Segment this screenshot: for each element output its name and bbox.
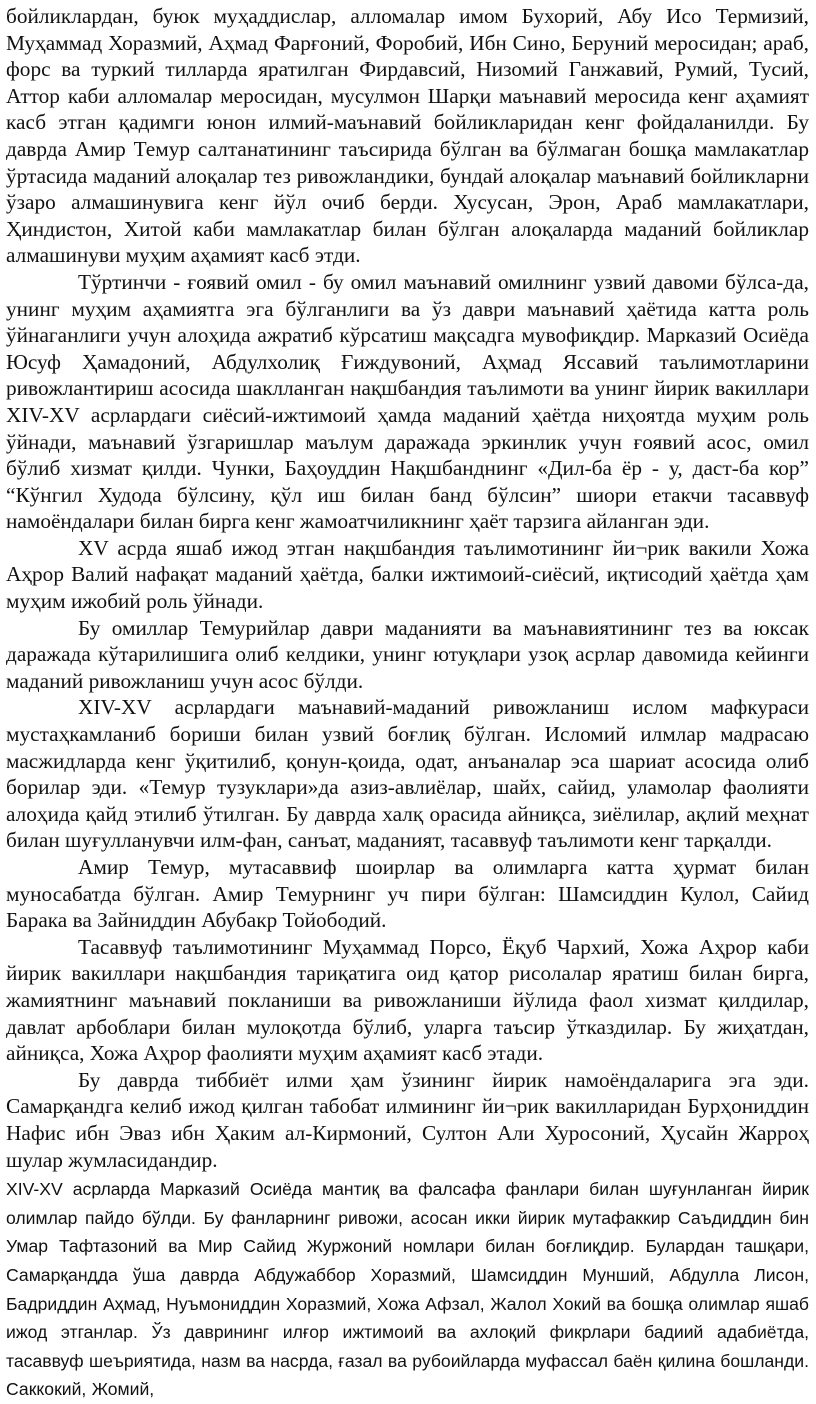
paragraph-medicine: Бу даврда тиббиёт илми ҳам ўзининг йирик намоёндаларига эга эди. Самарқандга келиб ижод қилган табобат илмининг йи¬рик вакилларидан Бурҳониддин Нафис ибн Эваз ибн Ҳаким ал-Кирмоний, Султон Али Хуросоний, Ҳусайн Жарроҳ шулар жумласидандир. bbox=[6, 1067, 809, 1172]
paragraph-ideological-factor: Тўртинчи - ғоявий омил - бу омил маънавий омилнинг узвий давоми бўлса-да, унинг муҳим аҳамиятга эга бўлганлиги ва ўз даври маънавий ҳаётида катта роль ўйнаганлиги учун алоҳида ажратиб кўрсатиш мақсадга мувофиқдир. Марказий Осиёда Юсуф Ҳамадоний, Абдулхолиқ Ғиждувоний, Аҳмад Яссавий таълимотларини ривожлантириш асосида шаклланган нақшбандия таълимоти ва унинг йирик вакиллари XIV-XV асрлардаги сиёсий-ижтимоий ҳамда маданий ҳаётда ниҳоятда муҳим роль ўйнади, маънавий ўзгаришлар маълум даражада эркинлик учун ғоявий асос, омил бўлиб хизмат қилди. Чунки, Баҳоуддин Нақшбанднинг «Дил-ба ёр - у, даст-ба кор” “Кўнгил Худода бўлсину, қўл иш билан банд бўлсин” шиори етакчи тасаввуф намоёндалари билан бирга кенг жамоатчиликнинг ҳаёт тарзига айланган эди. bbox=[6, 269, 809, 534]
paragraph-sufism-representatives: Тасаввуф таълимотининг Муҳаммад Порсо, Ёқуб Чархий, Хожа Аҳрор каби йирик вакиллари нақшбандия тариқатига оид қатор рисолалар яратиш билан бирга, жамиятнинг маънавий покланиши ва ривожланиши йўлида фаол хизмат қилдилар, давлат арбоблари билан мулоқотда бўлиб, уларга таъсир ўтказдилар. Бу жиҳатдан, айниқса, Хожа Аҳрор фаолияти муҳим аҳамият касб этади. bbox=[6, 934, 809, 1066]
paragraph-islamic-ideology: XIV-XV асрлардаги маънавий-маданий ривожланиш ислом мафкураси мустаҳкамланиб бориши билан узвий боғлиқ бўлган. Исломий илмлар мадрасаю масжидларда кенг ўқитилиб, қонун-қоида, одат, анъаналар эса шариат асосида олиб борилар эди. «Темур тузуклари»да азиз-авлиёлар, шайх, сайид, уламолар фаолияти алоҳида қайд этилиб ўтилган. Бу даврда халқ орасида айниқса, зиёлилар, ақлий меҳнат билан шуғулланувчи илм-фан, санъат, маданият, тасаввуф таълимоти кенг тарқалди. bbox=[6, 695, 809, 853]
paragraph-timurid-culture: Бу омиллар Темурийлар даври маданияти ва маънавиятининг тез ва юксак даражада кўтарилишига олиб келдики, унинг ютуқлари узоқ асрлар давомида кейинги маданий ривожланиш учун асос бўлди. bbox=[6, 615, 809, 693]
paragraph-khoja-ahror: XV асрда яшаб ижод этган нақшбандия таълимотининг йи¬рик вакили Хожа Аҳрор Валий нафақат маданий ҳаётда, балки ижтимоий-сиёсий, иқтисодий ҳаётда ҳам муҳим ижобий роль ўйнади. bbox=[6, 535, 809, 614]
paragraph-continuation: бойликлардан, буюк муҳаддислар, алломалар имом Бухорий, Абу Исо Термизий, Муҳаммад Хоразмий, Аҳмад Фарғоний, Форобий, Ибн Сино, Беруний меросидан; араб, форс ва туркий тилларда яратилган Фирдавсий, Низомий Ганжавий, Румий, Тусий, Аттор каби алломалар меросидан, мусулмон Шарқи маънавий меросида кенг аҳамият касб этган қадимги юнон илмий-маънавий бойликларидан кенг фойдаланилди. Бу даврда Амир Темур салтанатининг таъсирида бўлган ва бўлмаган бошқа мамлакатлар ўртасида маданий алоқалар тез ривожландики, бундай алоқалар маънавий бойликларни ўзаро алмашинувига кенг йўл очиб берди. Хусусан, Эрон, Араб мамлакатлари, Ҳиндистон, Хитой каби мамлакатлар билан бўлган алоқаларда маданий бойликлар алмашинуви муҳим аҳамият касб этди. bbox=[6, 4, 809, 268]
paragraph-logic-philosophy: XIV-XV асрларда Марказий Осиёда мантиқ ва фалсафа фанлари билан шуғунланган йирик олимлар пайдо бўлди. Бу фанларнинг ривожи, асосан икки йирик мутафаккир Саъдиддин бин Умар Тафтазоний ва Мир Сайид Журжоний номлари билан боғлиқдир. Булардан ташқари, Самарқандда ўша даврда Абдужаббор Хоразмий, Шамсиддин Мунший, Абдулла Лисон, Бадриддин Аҳмад, Нуъмониддин Хоразмий, Хожа Афзал, Жалол Хокий ва бошқа олимлар яшаб ижод этганлар. Ўз даврининг илғор ижтимоий ва ахлоқий фикрлари бадиий адабиётда, тасаввуф шеъриятида, назм ва насрда, ғазал ва рубоийларда муфассал баён қилина бошланди. Саккокий, Жомий, bbox=[6, 1179, 809, 1400]
paragraph-amir-temur-pirs: Амир Темур, мутасаввиф шоирлар ва олимларга катта ҳурмат билан муносабатда бўлган. Амир Темурнинг уч пири бўлган: Шамсиддин Кулол, Сайид Барака ва Зайниддин Абубакр Тойободий. bbox=[6, 855, 809, 933]
